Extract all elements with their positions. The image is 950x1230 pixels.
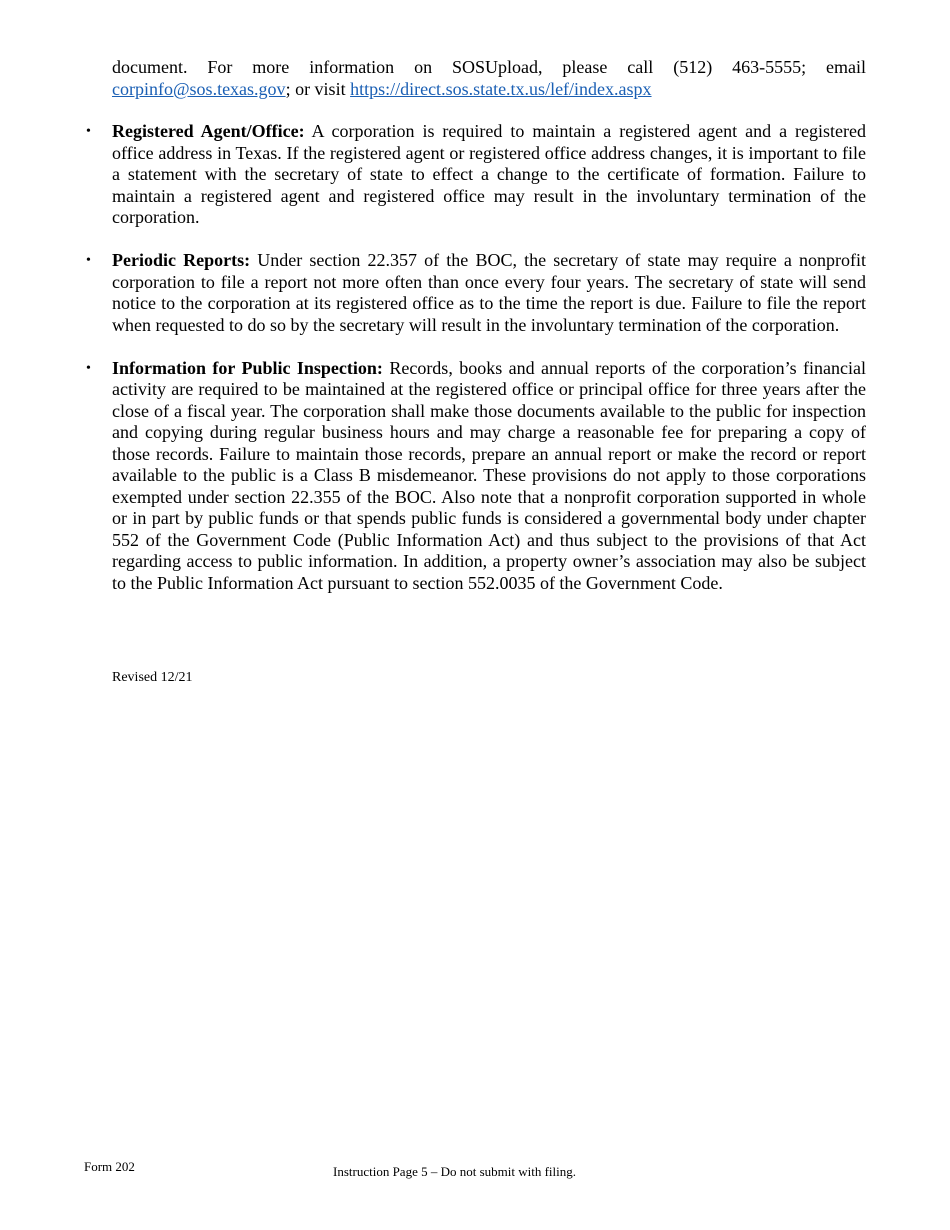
list-item-heading: Registered Agent/Office: [112,121,305,141]
list-item-text: A corporation is required to maintain a registered agent and a registered office address in Texas. If the registered agent or registered office address changes, it is important to file a statement with the secretary of state to effect a change to the certificate of formation. Failure to maintain a registered agent and registered office may result in the involuntary termination of the corporation. [112,121,867,227]
website-link[interactable]: https://direct.sos.state.tx.us/lef/index.aspx [350,78,652,99]
bullet-icon: • [86,360,91,376]
bullet-icon: • [86,253,91,268]
list-item-heading: Information for Public Inspection: [112,357,383,378]
page-footer: Instruction Page 5 – Do not submit with filing. [333,1164,577,1179]
email-link[interactable]: corpinfo@sos.texas.gov [112,78,286,99]
requirements-list [86,121,867,616]
list-item-public-inspection [86,357,866,595]
list-item-text: Under section 22.357 of the BOC, the secretary of state may require a nonprofit corporation to file a report not more often than once every four years. The secretary of state will send notice to the corporation at its registered office as to the time the report is due. Failure to file the report when requested to do so by the secretary will result in the involuntary termination of the corporation. [112,250,866,335]
intro-paragraph [112,57,866,100]
bullet-icon: • [86,124,91,139]
list-item-text: Records, books and annual reports of the corporation’s financial activity are required to be maintained at the registered office or principal office for three years after the close of a fiscal year. The corporation shall make those documents available to the public for inspection and copying during regular business hours and may charge a reasonable fee for preparing a copy of those records. Failure to maintain those records, prepare an annual report or make the record or report available to the public is a Class B misdemeanor. These provisions do not apply to those corporations exempted under section 22.355 of the BOC. Also note that a nonprofit corporation supported in whole or in part by public funds or that spends public funds is considered a governmental body under chapter 552 of the Government Code (Public Information Act) and thus subject to the provisions of that Act regarding access to public information. In addition, a property owner’s association may also be subject to the Public Information Act pursuant to section 552.0035 of the Government Code. [112,357,866,593]
form-number: Form 202 [84,1159,135,1174]
list-item-registered-agent [86,121,867,229]
intro-text-between: ; or visit [285,78,351,99]
list-item-periodic-reports [86,250,866,336]
intro-text-before-email: document. For more information on SOSUpload, please call (512) 463-5555; email [112,57,866,77]
revision-date: Revised 12/21 [112,670,193,685]
list-item-heading: Periodic Reports: [112,250,251,270]
